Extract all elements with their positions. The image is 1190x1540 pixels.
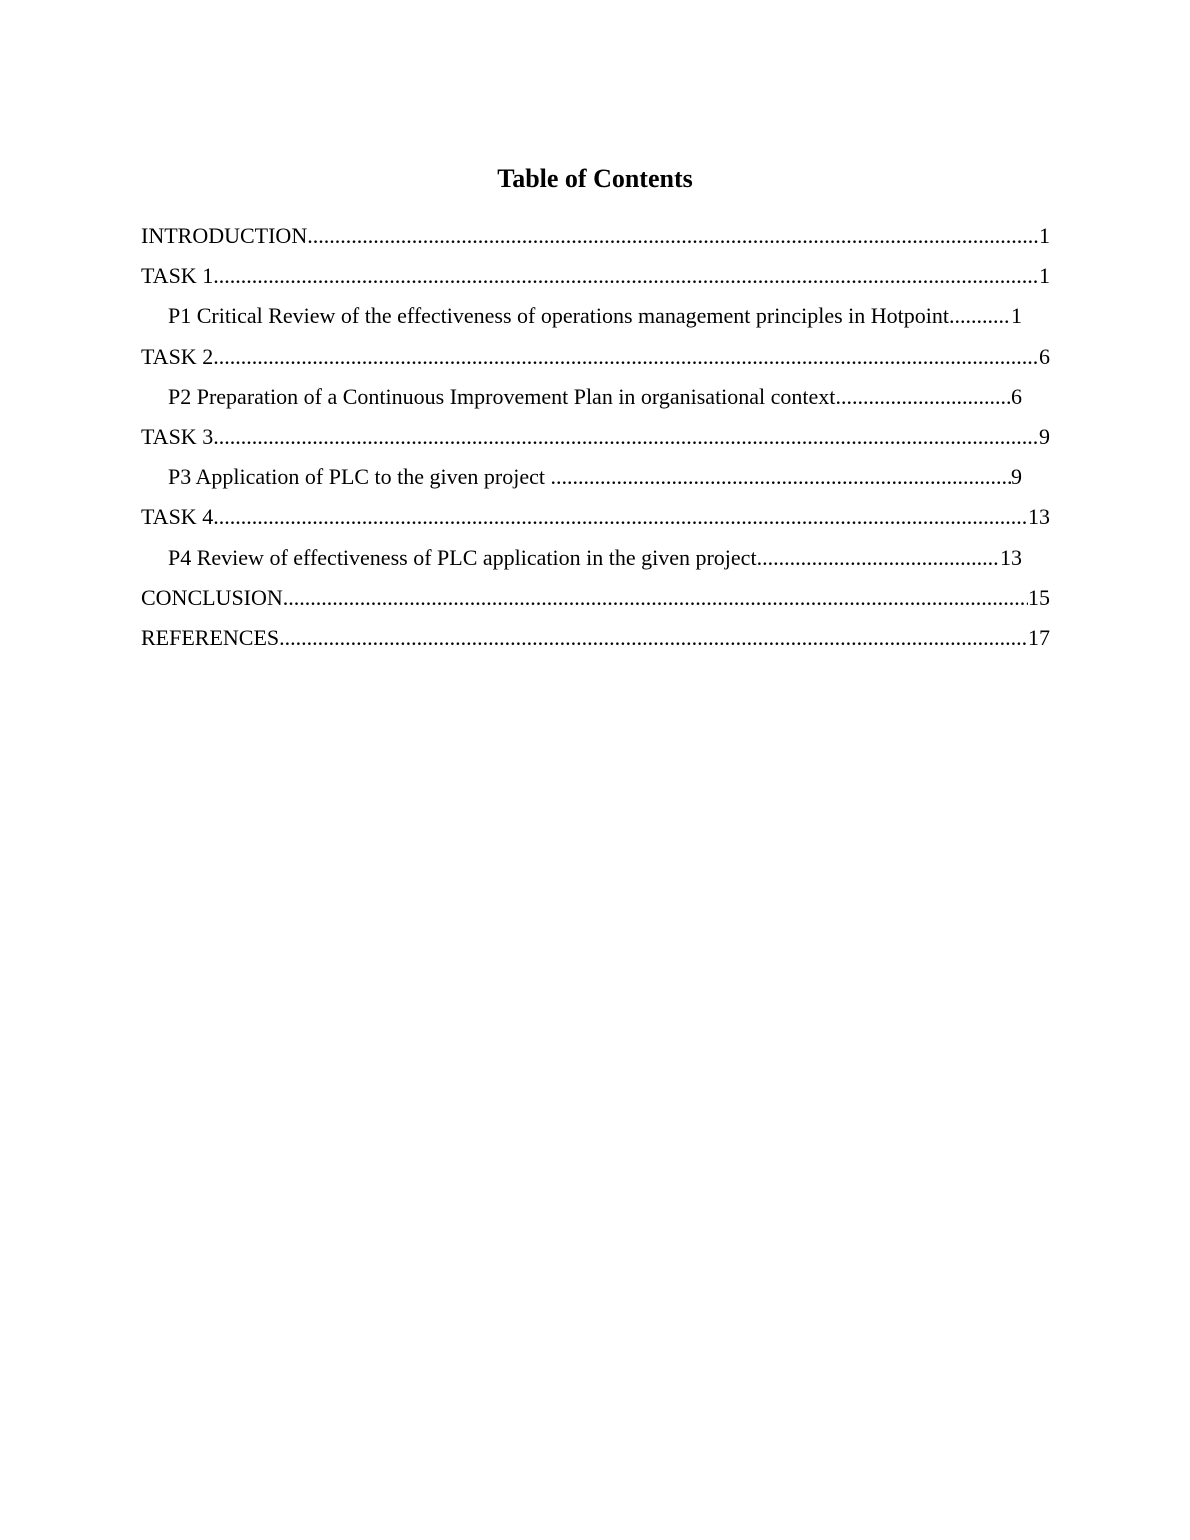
toc-entry-page: 15 [1028, 584, 1050, 610]
toc-dot-leader [279, 622, 1028, 654]
toc-dot-leader [949, 300, 1011, 332]
toc-entry-label: TASK 2 [141, 343, 214, 369]
toc-entry-page: 1 [1039, 223, 1050, 248]
toc-entry-p2[interactable] [141, 381, 1022, 421]
toc-dot-leader [835, 381, 1011, 413]
toc-title: Table of Contents [497, 164, 693, 193]
toc-dot-leader [551, 461, 1011, 493]
toc-entry-label: REFERENCES [141, 624, 280, 650]
toc-entry-p1[interactable] [141, 300, 1022, 340]
toc-entry-task-3[interactable] [141, 421, 1050, 461]
toc-entry-references[interactable] [141, 622, 1050, 662]
toc-entry-label: P4 Review of effectiveness of PLC application in the given project [168, 544, 757, 570]
toc-entry-page: 6 [1039, 343, 1050, 369]
toc-dot-leader [213, 421, 1039, 453]
toc-entry-page: 9 [1039, 423, 1050, 449]
toc-dot-leader [213, 341, 1039, 373]
toc-entry-conclusion[interactable] [141, 582, 1050, 622]
toc-entry-label: TASK 1 [141, 263, 214, 289]
toc-entry-label: TASK 3 [141, 423, 214, 449]
toc-dot-leader [213, 501, 1028, 533]
toc-dot-leader [307, 220, 1039, 252]
toc-dot-leader [283, 582, 1028, 614]
toc-dot-leader [213, 260, 1039, 292]
toc-entry-page: 1 [1039, 263, 1050, 289]
toc-entry-label: P1 Critical Review of the effectiveness of operations management principles in Hotpoint [168, 303, 949, 329]
toc-entry-label: P3 Application of PLC to the given project [168, 464, 551, 490]
toc-entry-page: 13 [1028, 504, 1050, 530]
toc-entry-label: TASK 4 [141, 504, 214, 530]
toc-entry-label: INTRODUCTION [141, 223, 308, 248]
toc-entry-label: CONCLUSION [141, 584, 283, 610]
toc-list [141, 220, 1050, 662]
toc-entry-task-1[interactable] [141, 260, 1050, 300]
toc-dot-leader [757, 542, 1000, 574]
toc-entry-p4[interactable] [141, 542, 1022, 582]
toc-entry-introduction[interactable] [141, 220, 1050, 260]
toc-entry-page: 1 [1011, 303, 1022, 329]
toc-entry-task-4[interactable] [141, 501, 1050, 541]
toc-entry-page: 9 [1011, 464, 1022, 490]
toc-entry-page: 6 [1011, 383, 1022, 409]
toc-entry-p3[interactable] [141, 461, 1022, 501]
toc-entry-label: P2 Preparation of a Continuous Improvement Plan in organisational context [168, 383, 836, 409]
toc-entry-task-2[interactable] [141, 341, 1050, 381]
toc-entry-page: 13 [1000, 544, 1022, 570]
toc-entry-page: 17 [1028, 624, 1050, 650]
